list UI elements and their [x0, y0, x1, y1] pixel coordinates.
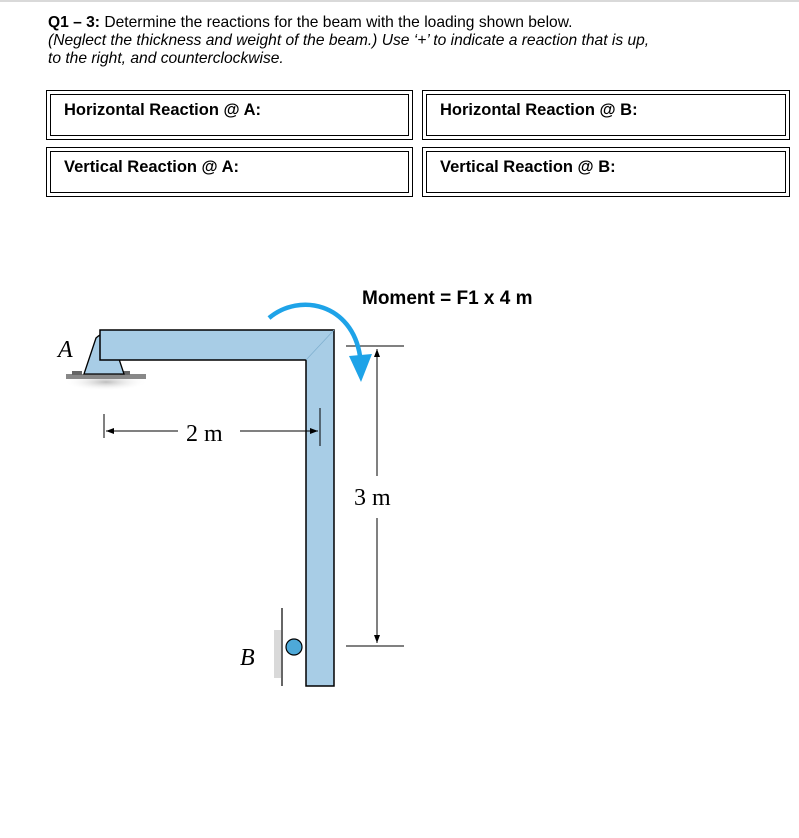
question-line-3: to the right, and counterclockwise. — [48, 50, 284, 67]
bolt-left — [72, 371, 82, 375]
moment-arrowhead — [349, 354, 372, 382]
question-line-2: (Neglect the thickness and weight of the beam.) Use ‘+’ to indicate a reaction that is up, — [48, 32, 650, 49]
dim-label-2m: 2 m — [186, 421, 223, 447]
vertical-reaction-b-label: Vertical Reaction @ B: — [426, 151, 786, 193]
roller-wall-hatch — [274, 630, 281, 678]
question-number: Q1 – 3: — [48, 14, 101, 31]
label-b: B — [240, 645, 255, 671]
question-line-1: Determine the reactions for the beam with the loading shown below. — [104, 14, 573, 31]
horizontal-reaction-b-label: Horizontal Reaction @ B: — [426, 94, 786, 136]
label-a: A — [58, 337, 73, 363]
dim-label-3m: 3 m — [354, 485, 391, 511]
roller-support-b — [274, 608, 302, 686]
horizontal-reaction-a-label: Horizontal Reaction @ A: — [50, 94, 409, 136]
roller — [286, 639, 302, 655]
moment-label: Moment = F1 x 4 m — [362, 288, 533, 309]
vertical-reaction-a-label: Vertical Reaction @ A: — [50, 151, 409, 193]
